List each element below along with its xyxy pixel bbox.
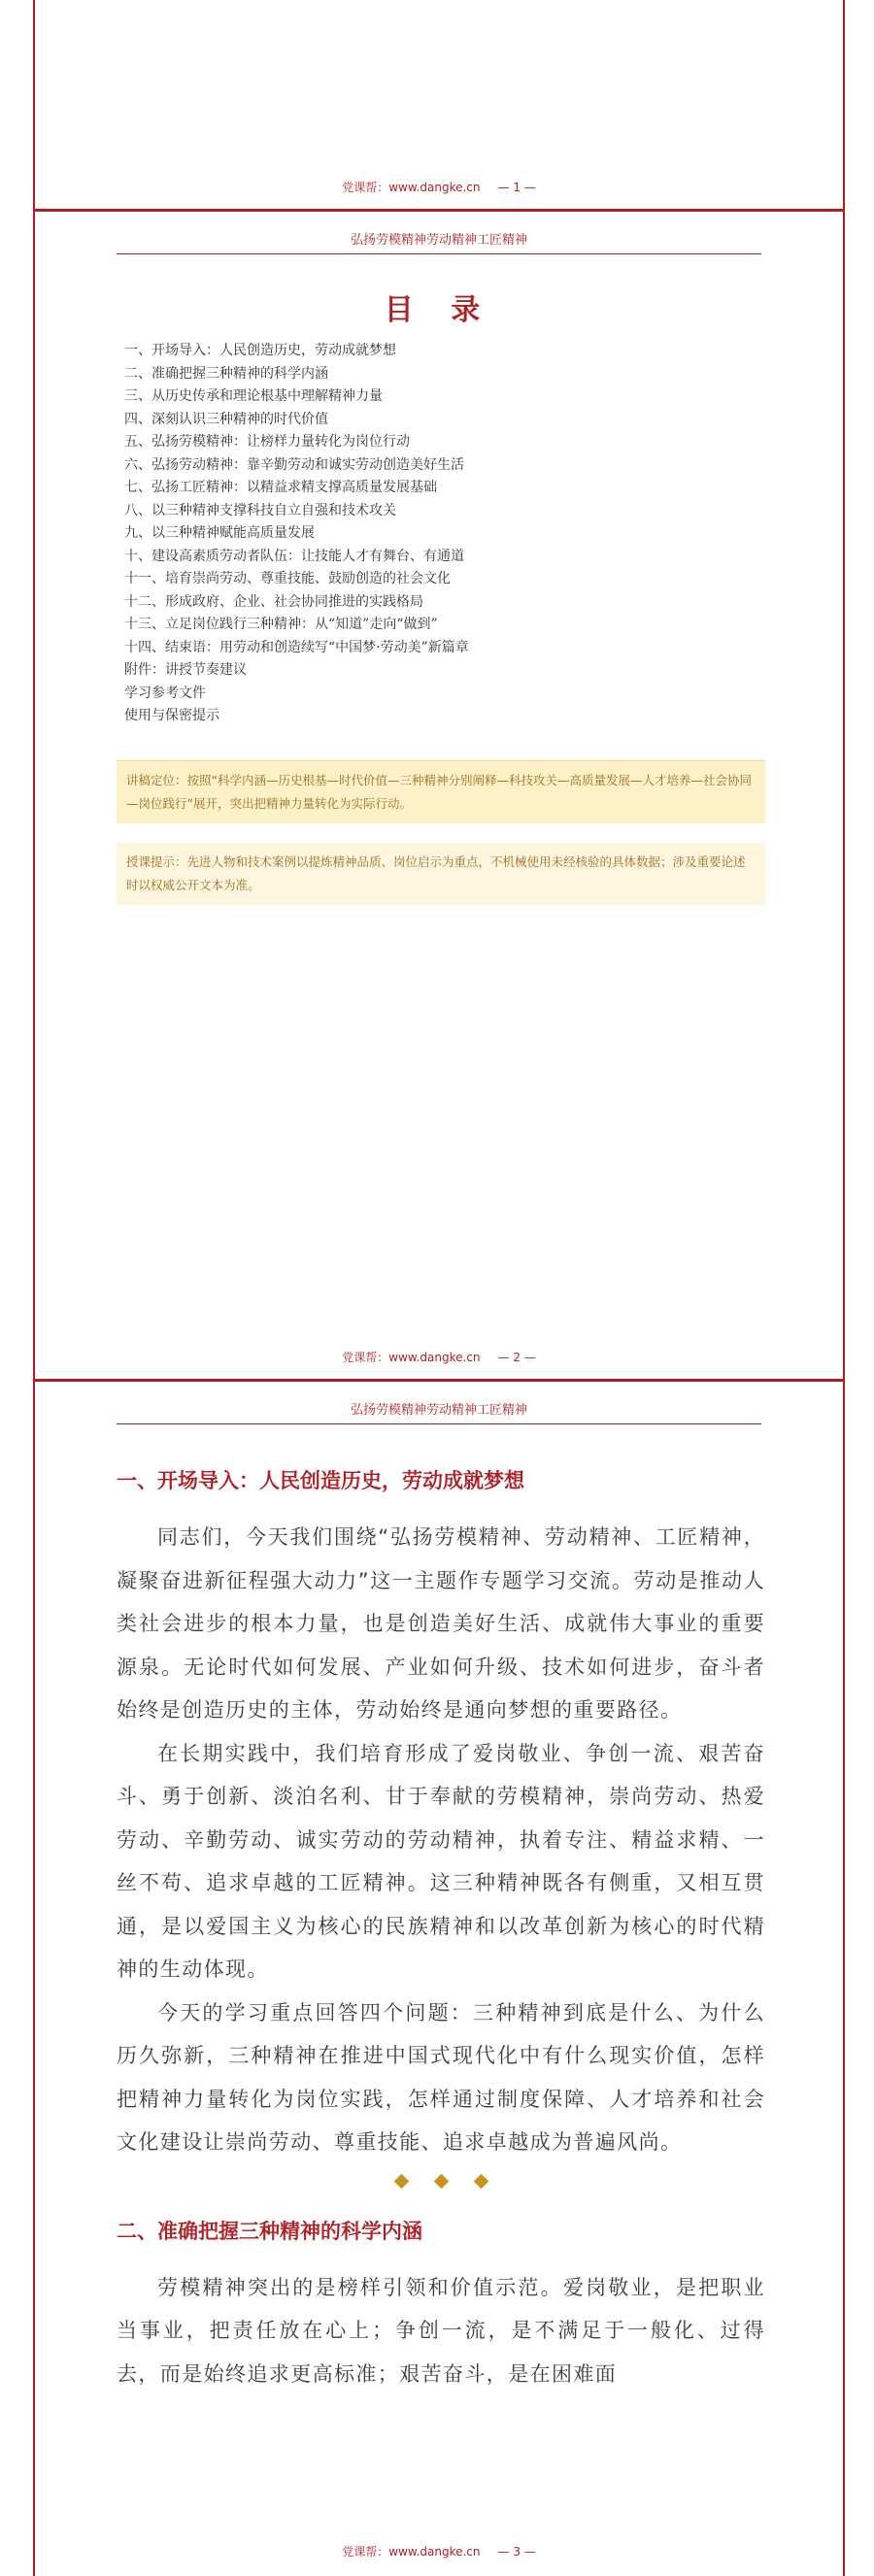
toc-item[interactable]: 一、开场导入：人民创造历史，劳动成就梦想	[124, 343, 396, 358]
running-header: 弘扬劳模精神劳动精神工匠精神	[117, 1399, 761, 1424]
page-number: — 1 —	[497, 181, 536, 194]
toc-list	[124, 340, 469, 728]
toc-item[interactable]: 五、弘扬劳模精神：让榜样力量转化为岗位行动	[124, 434, 410, 450]
toc-title: 目 录	[384, 293, 494, 327]
toc-item[interactable]: 十四、结束语：用劳动和创造续写“中国梦·劳动美”新篇章	[124, 639, 469, 655]
body-paragraph: 今天的学习重点回答四个问题：三种精神到底是什么、为什么历久弥新，三种精神在推进中国式现代化中有什么现实价值，怎样把精神力量转化为岗位实践，怎样通过制度保障、人才培养和社会文化建设让崇尚劳动、尊重技能、追求卓越成为普遍风尚。	[117, 2000, 765, 2154]
toc-item[interactable]: 使用与保密提示	[124, 708, 219, 723]
diamond-icon	[473, 2173, 488, 2189]
toc-item[interactable]: 附件：讲授节奏建议	[124, 662, 247, 678]
footer-label: 党课帮：www.dangke.cn	[342, 2545, 481, 2559]
toc-item[interactable]: 二、准确把握三种精神的科学内涵	[124, 365, 328, 382]
toc-item[interactable]: 十一、培育崇尚劳动、尊重技能、鼓励创造的社会文化	[124, 571, 451, 586]
toc-item[interactable]: 九、以三种精神赋能高质量发展	[124, 525, 315, 541]
footer-label: 党课帮：www.dangke.cn	[342, 1351, 481, 1364]
body-paragraph: 在长期实践中，我们培育形成了爱岗敬业、争创一流、艰苦奋斗、勇于创新、淡泊名利、甘于奉献的劳模精神，崇尚劳动、热爱劳动、辛勤劳动、诚实劳动的劳动精神，执着专注、精益求精、一丝不苟、追求卓越的工匠精神。这三种精神既各有侧重，又相互贯通，是以爱国主义为核心的民族精神和以改革创新为核心的时代精神的生动体现。	[117, 1741, 765, 1981]
page-3	[33, 1382, 845, 2576]
positioning-note: 讲稿定位：按照“科学内涵—历史根基—时代价值—三种精神分别阐释—科技攻关—高质量发展—人才培养—社会协同—岗位践行”展开，突出把精神力量转化为实际行动。	[117, 760, 765, 823]
teaching-tip-note: 授课提示：先进人物和技术案例以提炼精神品质、岗位启示为重点，不机械使用未经核验的具体数据；涉及重要论述时以权威公开文本为准。	[117, 843, 765, 905]
toc-item[interactable]: 三、从历史传承和理论根基中理解精神力量	[124, 388, 383, 404]
section-heading: 一、开场导入：人民创造历史，劳动成就梦想	[117, 1469, 524, 1492]
page-number: — 2 —	[497, 1351, 536, 1364]
page-footer	[35, 2543, 843, 2559]
toc-item[interactable]: 六、弘扬劳动精神：靠辛勤劳动和诚实劳动创造美好生活	[124, 456, 464, 473]
diamond-icon	[433, 2173, 449, 2189]
toc-item[interactable]: 十、建设高素质劳动者队伍：让技能人才有舞台、有通道	[124, 548, 464, 564]
section-heading: 二、准确把握三种精神的科学内涵	[117, 2219, 422, 2243]
toc-item[interactable]: 八、以三种精神支撑科技自立自强和技术攻关	[124, 502, 396, 519]
section-divider	[117, 2176, 765, 2187]
toc-item[interactable]: 学习参考文件	[124, 685, 206, 701]
body-paragraph: 劳模精神突出的是榜样引领和价值示范。爱岗敬业，是把职业当事业，把责任放在心上；争创一流，是不满足于一般化、过得去，而是始终追求更高标准；艰苦奋斗，是在困难面	[117, 2275, 765, 2386]
page-footer	[35, 1349, 843, 1365]
body-paragraph: 同志们，今天我们围绕“弘扬劳模精神、劳动精神、工匠精神，凝聚奋进新征程强大动力”这一主题作专题学习交流。劳动是推动人类社会进步的根本力量，也是创造美好生活、成就伟大事业的重要源泉。无论时代如何发展、产业如何升级、技术如何进步，奋斗者始终是创造历史的主体，劳动始终是通向梦想的重要路径。	[117, 1525, 765, 1722]
page-2	[33, 212, 845, 1382]
toc-item[interactable]: 四、深刻认识三种精神的时代价值	[124, 411, 328, 427]
footer-label: 党课帮：www.dangke.cn	[342, 181, 481, 194]
diamond-icon	[393, 2173, 409, 2189]
body-content	[117, 1436, 765, 2395]
toc-item[interactable]: 七、弘扬工匠精神：以精益求精支撑高质量发展基础	[124, 480, 437, 495]
running-header: 弘扬劳模精神劳动精神工匠精神	[117, 229, 761, 254]
toc-item[interactable]: 十二、形成政府、企业、社会协同推进的实践格局	[124, 593, 423, 610]
toc-item[interactable]: 十三、立足岗位践行三种精神：从“知道”走向“做到”	[124, 617, 438, 632]
page-footer	[35, 179, 843, 195]
page-number: — 3 —	[497, 2545, 536, 2559]
page-1	[33, 0, 845, 212]
